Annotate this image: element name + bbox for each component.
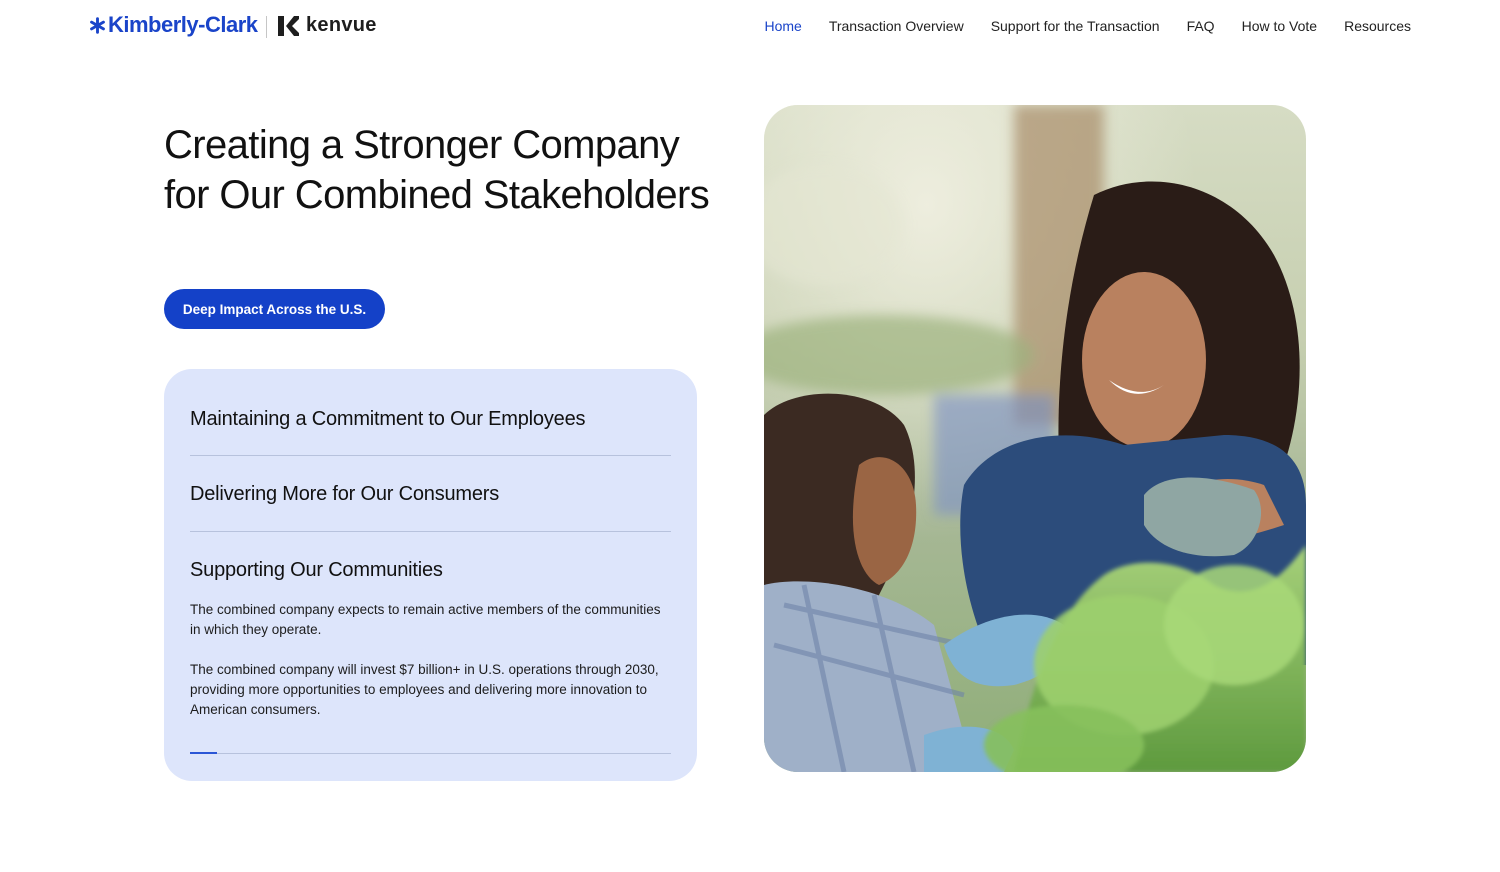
kenvue-logo-text: kenvue [306, 14, 377, 36]
stakeholder-accordion [164, 369, 697, 781]
accordion-paragraph: The combined company will invest $7 billion+ in U.S. operations through 2030, providing more opportunities to employees and delivering more innovation to American consumers. [190, 662, 659, 717]
gardening-photo-illustration [764, 105, 1306, 772]
hero-photo [764, 105, 1306, 772]
accordion-body [190, 600, 670, 720]
accordion-paragraph: The combined company expects to remain active members of the communities in which they operate. [190, 602, 661, 637]
hero-title: Creating a Stronger Company for Our Combined Stakeholders [164, 123, 710, 217]
accordion-item-employees[interactable] [190, 369, 671, 456]
accordion-progress-indicator [190, 752, 217, 754]
nav-support-for-the-transaction[interactable]: Support for the Transaction [990, 18, 1160, 34]
nav-transaction-overview[interactable]: Transaction Overview [828, 18, 964, 34]
kimberly-clark-logo-text: Kimberly-Clark [108, 12, 258, 37]
site-header [0, 0, 1500, 56]
nav-resources[interactable]: Resources [1344, 18, 1411, 34]
accordion-item-communities[interactable] [190, 532, 671, 754]
nav-how-to-vote[interactable]: How to Vote [1241, 18, 1318, 34]
accordion-heading[interactable]: Supporting Our Communities [190, 559, 443, 581]
asterisk-icon [89, 17, 106, 34]
deep-impact-button[interactable]: Deep Impact Across the U.S. [164, 289, 385, 329]
kenvue-logo[interactable] [277, 14, 377, 37]
main-nav [764, 18, 1411, 34]
nav-home[interactable]: Home [764, 18, 802, 34]
k-monogram-icon [277, 15, 299, 37]
nav-faq[interactable]: FAQ [1186, 18, 1215, 34]
accordion-item-consumers[interactable] [190, 456, 671, 532]
logo-divider [266, 16, 267, 38]
accordion-heading[interactable]: Maintaining a Commitment to Our Employees [190, 408, 586, 430]
kimberly-clark-logo[interactable] [89, 12, 258, 38]
accordion-heading[interactable]: Delivering More for Our Consumers [190, 483, 500, 505]
